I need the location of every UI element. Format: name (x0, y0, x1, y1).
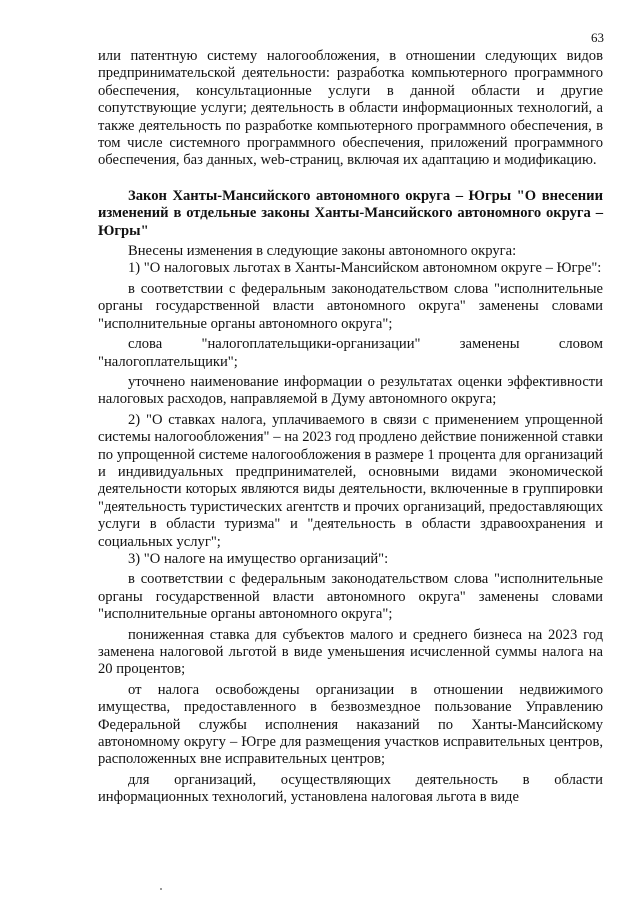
page-number: 63 (591, 30, 604, 45)
document-body (98, 48, 603, 807)
paragraph-item-1b: слова "налогоплательщики-организации" заменены словом "налогоплательщики"; (98, 336, 603, 370)
paragraph-item-1a: в соответствии с федеральным законодательством слова "исполнительные органы государственной власти автономного округа" заменены словами "исполнительные органы автономного округа"; (98, 280, 603, 332)
paragraph-item-3a: в соответствии с федеральным законодательством слова "исполнительные органы государственной власти автономного округа" заменены словами "исполнительные органы автономного округа"; (98, 571, 603, 623)
paragraph-item-3c: от налога освобождены организации в отношении недвижимого имущества, предоставленного в безвозмездное пользование Управлению Федеральной службы исполнения наказаний по Ханты-Мансийскому автономному округу – Югре для размещения участков исправительных центров, расположенных вне исправительных центров; (98, 681, 603, 768)
paragraph-intro: или патентную систему налогообложения, в отношении следующих видов предпринимательской деятельности: разработка компьютерного программного обеспечения, консультационные услуги в данной области и другие сопутствующие услуги; деятельность в области информационных технологий, а также деятельность по разработке компьютерного программного обеспечения, в том числе системного программного обеспечения, приложений программного обеспечения, баз данных, web-страниц, включая их адаптацию и модификацию. (98, 48, 603, 169)
paragraph-item-1c: уточнено наименование информации о результатах оценки эффективности налоговых расходов, направляемой в Думу автономного округа; (98, 373, 603, 408)
paragraph-item-3d: для организаций, осуществляющих деятельность в области информационных технологий, установлена налоговая льгота в виде (98, 771, 603, 806)
paragraph-item-2: 2) "О ставках налога, уплачиваемого в связи с применением упрощенной системы налогообложения" – на 2023 год продлено действие пониженной ставки по упрощенной системе налогообложения в размере 1 процента для организаций и индивидуальных предпринимателей, основными видами экономической деятельности которых являются виды деятельности, включенные в группировки "деятельность туристических агентств и прочих организаций, предоставляющих услуги в области туризма" и "деятельность в области здравоохранения и социальных услуг"; (98, 411, 603, 550)
section-heading: Закон Ханты-Мансийского автономного округа – Югры "О внесении изменений в отдельные законы Ханты-Мансийского автономного округа – Югры" (98, 187, 603, 239)
paragraph-item-3b: пониженная ставка для субъектов малого и среднего бизнеса на 2023 год заменена налоговой льготой в виде уменьшения исчисленной суммы налога на 20 процентов; (98, 626, 603, 678)
paragraph-item-3: 3) "О налоге на имущество организаций": (128, 550, 389, 567)
paragraph-item-1: 1) "О налоговых льготах в Ханты-Мансийском автономном округе – Югре": (128, 260, 602, 277)
paragraph-changes-intro: Внесены изменения в следующие законы автономного округа: (128, 243, 517, 260)
scan-speck (160, 888, 162, 890)
